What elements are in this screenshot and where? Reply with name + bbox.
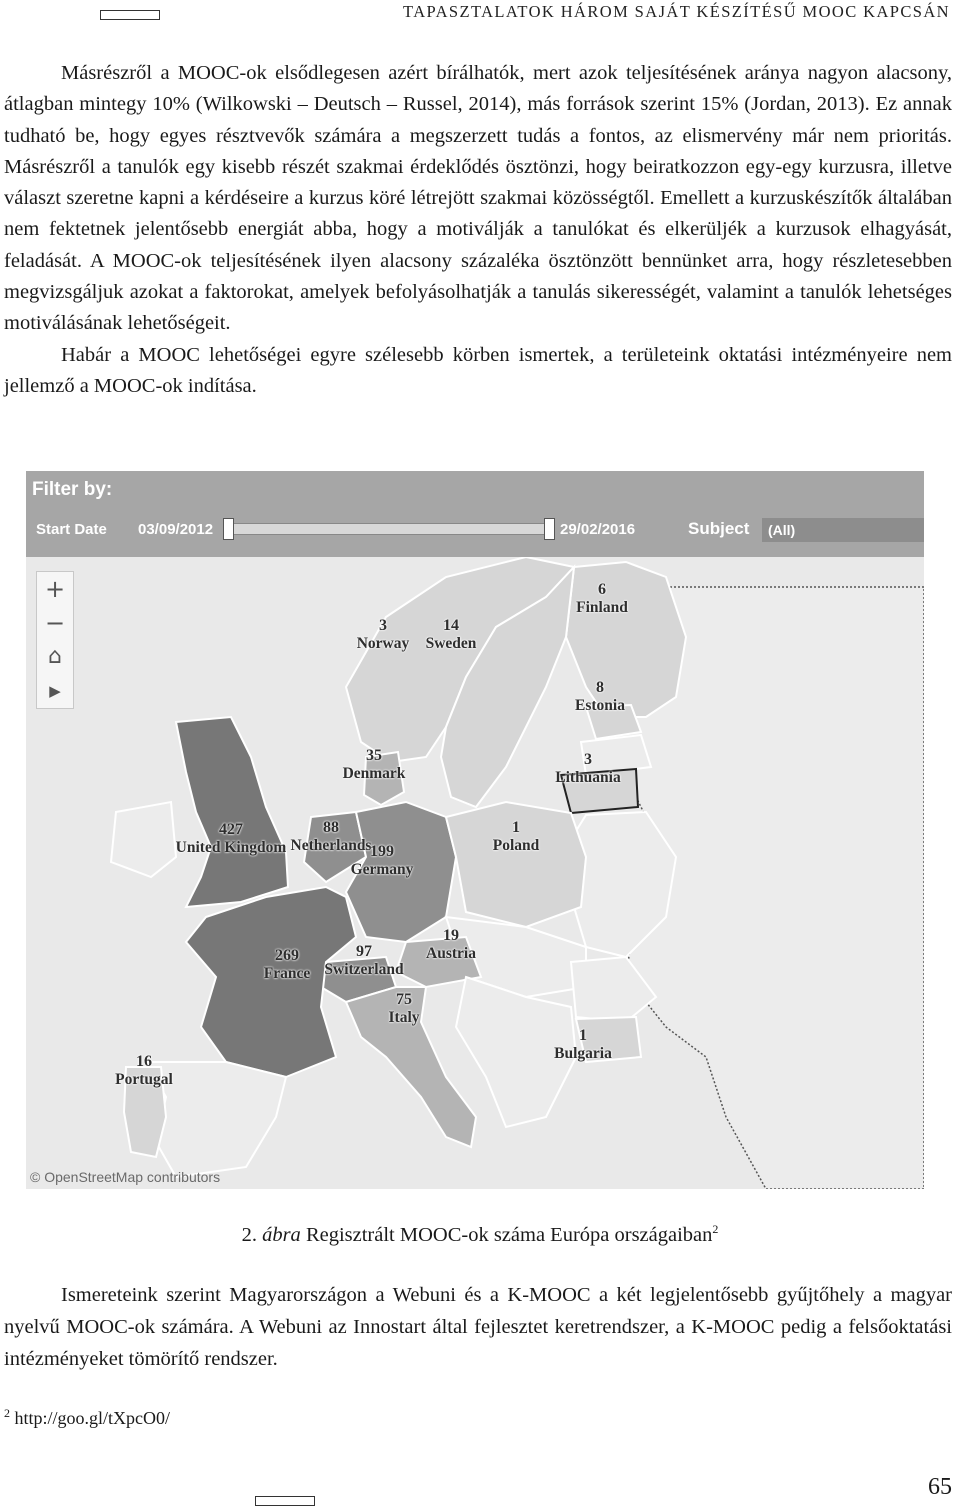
country-count: 1 [511, 819, 520, 836]
europe-map[interactable] [26, 557, 924, 1189]
country-label-france[interactable] [264, 947, 310, 983]
country-name: Lithuania [555, 769, 621, 786]
country-count: 269 [274, 947, 299, 964]
footnote [4, 1406, 170, 1429]
paragraph: Habár a MOOC lehetőségei egyre szélesebb körben ismertek, a területeink oktatási intézményeire nem jellemző a MOOC-ok indítása. [4, 343, 952, 397]
header-decoration-box [100, 10, 160, 20]
country-count: 35 [365, 747, 382, 764]
country-count: 1 [578, 1027, 587, 1044]
country-name: Italy [388, 1009, 420, 1026]
country-count: 19 [442, 927, 459, 944]
country-count: 14 [442, 617, 459, 634]
country-name: Bulgaria [554, 1045, 612, 1062]
country-name: Portugal [115, 1071, 173, 1088]
country-name: France [263, 965, 311, 982]
country-label-poland[interactable] [493, 819, 540, 855]
country-count: 8 [596, 679, 604, 696]
filter-bar [26, 471, 924, 557]
home-icon[interactable]: ⌂ [48, 644, 62, 669]
country-count: 199 [369, 843, 394, 860]
country-count: 97 [356, 943, 372, 960]
country-name: Netherlands [290, 837, 372, 854]
country-count: 88 [322, 819, 339, 836]
running-title: TAPASZTALATOK HÁROM SAJÁT KÉSZÍTÉSŰ MOOC KAPCSÁN [403, 2, 950, 21]
country-count: 75 [396, 991, 412, 1008]
country-label-estonia[interactable] [575, 679, 625, 715]
country-label-denmark[interactable] [343, 747, 406, 783]
country-label-sweden[interactable] [426, 617, 477, 653]
country-count: 6 [597, 581, 606, 598]
paragraph: Másrészről a MOOC-ok elsődlegesen azért bírálhatók, mert azok teljesítésének aránya nagyon alacsony, átlagban mintegy 10% (Wilkowski – Deutsch – Russel, 2014), más források szerint 15% (Jordan, 2013). Ez annak tudható be, hogy egyes résztvevők számára a megszerzett tudás a fontos, az elismervény már nem prioritás. Másrészről a tanulók egy kisebb részét szakmai érdeklődés ösztönzi, hogy beiratkozzon egy-egy kurzusra, illetve választ szeretne kapni a kérdéseire a kurzus köré létrejött szakmai közösségtől. Emellett a kurzuskészítők általában nem fektetnek jelentősebb energiát abba, hogy a motiválják a tanulókat és elkerüljék a kurzusok elhagyását, feladását. A MOOC-ok teljesítésének ilyen alacsony százaléka ösztönzött bennünket arra, hogy részletesebben megvizsgáljuk azokat a faktorokat, amelyek befolyásolhatják a tanulás sikerességét, valamint a tanulók lehetséges motiválásának lehetőségeit. [4, 62, 952, 335]
body-text-bottom [4, 1279, 952, 1375]
country-name: Poland [492, 837, 540, 854]
country-label-united-kingdom[interactable] [176, 821, 287, 857]
filter-label: Filter by: [32, 479, 113, 500]
country-label-finland[interactable] [576, 581, 628, 617]
mooc-map-figure [26, 471, 924, 1189]
map-zoom-controls [36, 571, 74, 709]
body-text-top [4, 58, 952, 402]
subject-selected-value: (All) [768, 522, 796, 538]
start-date-value: 03/09/2012 [138, 521, 214, 538]
caption-footnote-mark: 2 [712, 1222, 719, 1236]
country-count: 427 [219, 821, 243, 838]
caption-word: ábra [262, 1223, 301, 1246]
country-shape-ireland [111, 802, 176, 877]
country-label-germany[interactable] [351, 843, 414, 879]
zoom-in-button[interactable]: + [44, 575, 66, 603]
figure-caption [0, 1222, 960, 1247]
subject-label: Subject [688, 519, 750, 538]
footnote-mark: 2 [4, 1406, 10, 1420]
footnote-link[interactable]: http://goo.gl/tXpcO0/ [14, 1408, 170, 1428]
country-label-italy[interactable] [389, 991, 420, 1027]
country-name: United Kingdom [175, 839, 287, 856]
country-name: Sweden [425, 635, 477, 652]
country-label-norway[interactable] [357, 617, 410, 653]
country-name: Finland [576, 599, 628, 616]
end-date-value: 29/02/2016 [560, 521, 636, 538]
map-attribution[interactable]: © OpenStreetMap contributors [30, 1169, 221, 1185]
zoom-out-button[interactable]: − [44, 609, 66, 637]
country-name: Switzerland [324, 961, 404, 978]
country-name: Norway [356, 635, 410, 652]
country-name: Denmark [342, 765, 406, 782]
country-name: Germany [350, 861, 414, 878]
country-label-portugal[interactable] [115, 1053, 173, 1089]
country-label-lithuania[interactable] [555, 751, 620, 787]
country-name: Estonia [575, 697, 625, 714]
caption-text: Regisztrált MOOC-ok száma Európa országaiban [305, 1223, 713, 1246]
country-name: Austria [426, 945, 476, 962]
country-count: 3 [583, 751, 592, 768]
subject-select[interactable] [762, 518, 924, 542]
country-label-bulgaria[interactable] [554, 1027, 612, 1063]
country-count: 16 [136, 1053, 152, 1070]
country-label-austria[interactable] [426, 927, 476, 963]
start-date-label: Start Date [36, 521, 107, 538]
play-icon[interactable]: ▶ [49, 682, 61, 700]
country-label-switzerland[interactable] [324, 943, 403, 979]
date-range-slider[interactable] [226, 523, 550, 535]
country-count: 3 [379, 617, 387, 634]
page-number: 65 [928, 1474, 952, 1500]
caption-number: 2. [241, 1223, 257, 1246]
paragraph: Ismereteink szerint Magyarországon a Webuni és a K-MOOC a két legjelentősebb gyűjtőhely a magyar nyelvű MOOC-ok számára. A Webuni az Innostart által fejlesztet keretrendszer, a K-MOOC pedig a felsőoktatási intézményeket tömörítő rendszer. [4, 1284, 952, 1370]
footer-decoration-box [255, 1496, 315, 1506]
slider-end-handle[interactable] [544, 518, 555, 540]
slider-start-handle[interactable] [223, 518, 234, 540]
